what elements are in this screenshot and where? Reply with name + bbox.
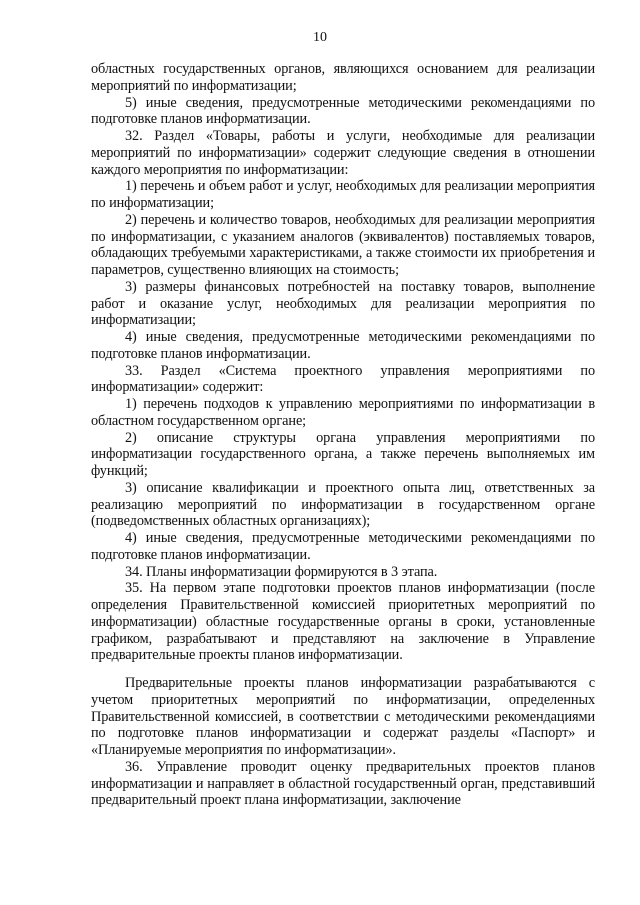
- paragraph: 33. Раздел «Система проектного управления мероприятиями по информатизации» содержит:: [91, 362, 595, 396]
- page-number: 10: [313, 30, 327, 45]
- paragraph: 3) описание квалификации и проектного опыта лиц, ответственных за реализацию мероприятий по информатизации в государственном органе (подведомственных областных организациях);: [91, 479, 595, 530]
- paragraph: 1) перечень подходов к управлению мероприятиями по информатизации в областном государственном органе;: [91, 396, 595, 429]
- paragraph: 2) перечень и количество товаров, необходимых для реализации мероприятия по информатизации, с указанием аналогов (эквивалентов) поставляемых товаров, обладающих требуемыми характеристиками, а также стоимости их приобретения и параметров, существенно влияющих на стоимость;: [91, 211, 595, 278]
- document-body: [91, 61, 595, 809]
- paragraph: 3) размеры финансовых потребностей на поставку товаров, выполнение работ и оказание услуг, необходимых для реализации мероприятия по информатизации;: [91, 278, 595, 329]
- paragraph: 4) иные сведения, предусмотренные методическими рекомендациями по подготовке планов информатизации.: [91, 530, 595, 563]
- paragraph: областных государственных органов, являющихся основанием для реализации мероприятий по информатизации;: [91, 61, 595, 94]
- paragraph: 36. Управление проводит оценку предварительных проектов планов информатизации и направляет в областной государственный орган, представивший предварительный проект плана информатизации, заключение: [91, 758, 595, 809]
- paragraph: 2) описание структуры органа управления мероприятиями по информатизации государственного органа, а также перечень выполняемых им функций;: [91, 429, 595, 479]
- paragraph: 35. На первом этапе подготовки проектов планов информатизации (после определения Правительственной комиссией приоритетных мероприятий по информатизации) областные государственные органы в сроки, установленные графиком, разрабатывают и представляют на заключение в Управление предварительные проекты планов информатизации.: [91, 580, 595, 664]
- paragraph: 4) иные сведения, предусмотренные методическими рекомендациями по подготовке планов информатизации.: [91, 329, 595, 362]
- paragraph: 32. Раздел «Товары, работы и услуги, необходимые для реализации мероприятий по информатизации» содержит следующие сведения в отношении каждого мероприятия по информатизации:: [91, 128, 595, 178]
- paragraph: 1) перечень и объем работ и услуг, необходимых для реализации мероприятия по информатизации;: [91, 178, 595, 211]
- paragraph: 34. Планы информатизации формируются в 3 этапа.: [125, 563, 438, 580]
- paragraph: Предварительные проекты планов информатизации разрабатываются с учетом приоритетных мероприятий по информатизации, определенных Правительственной комиссией, в соответствии с методическими рекомендациями по подготовке планов информатизации и содержат разделы «Паспорт» и «Планируемые мероприятия по информатизации».: [91, 675, 595, 758]
- paragraph: 5) иные сведения, предусмотренные методическими рекомендациями по подготовке планов информатизации.: [91, 94, 595, 128]
